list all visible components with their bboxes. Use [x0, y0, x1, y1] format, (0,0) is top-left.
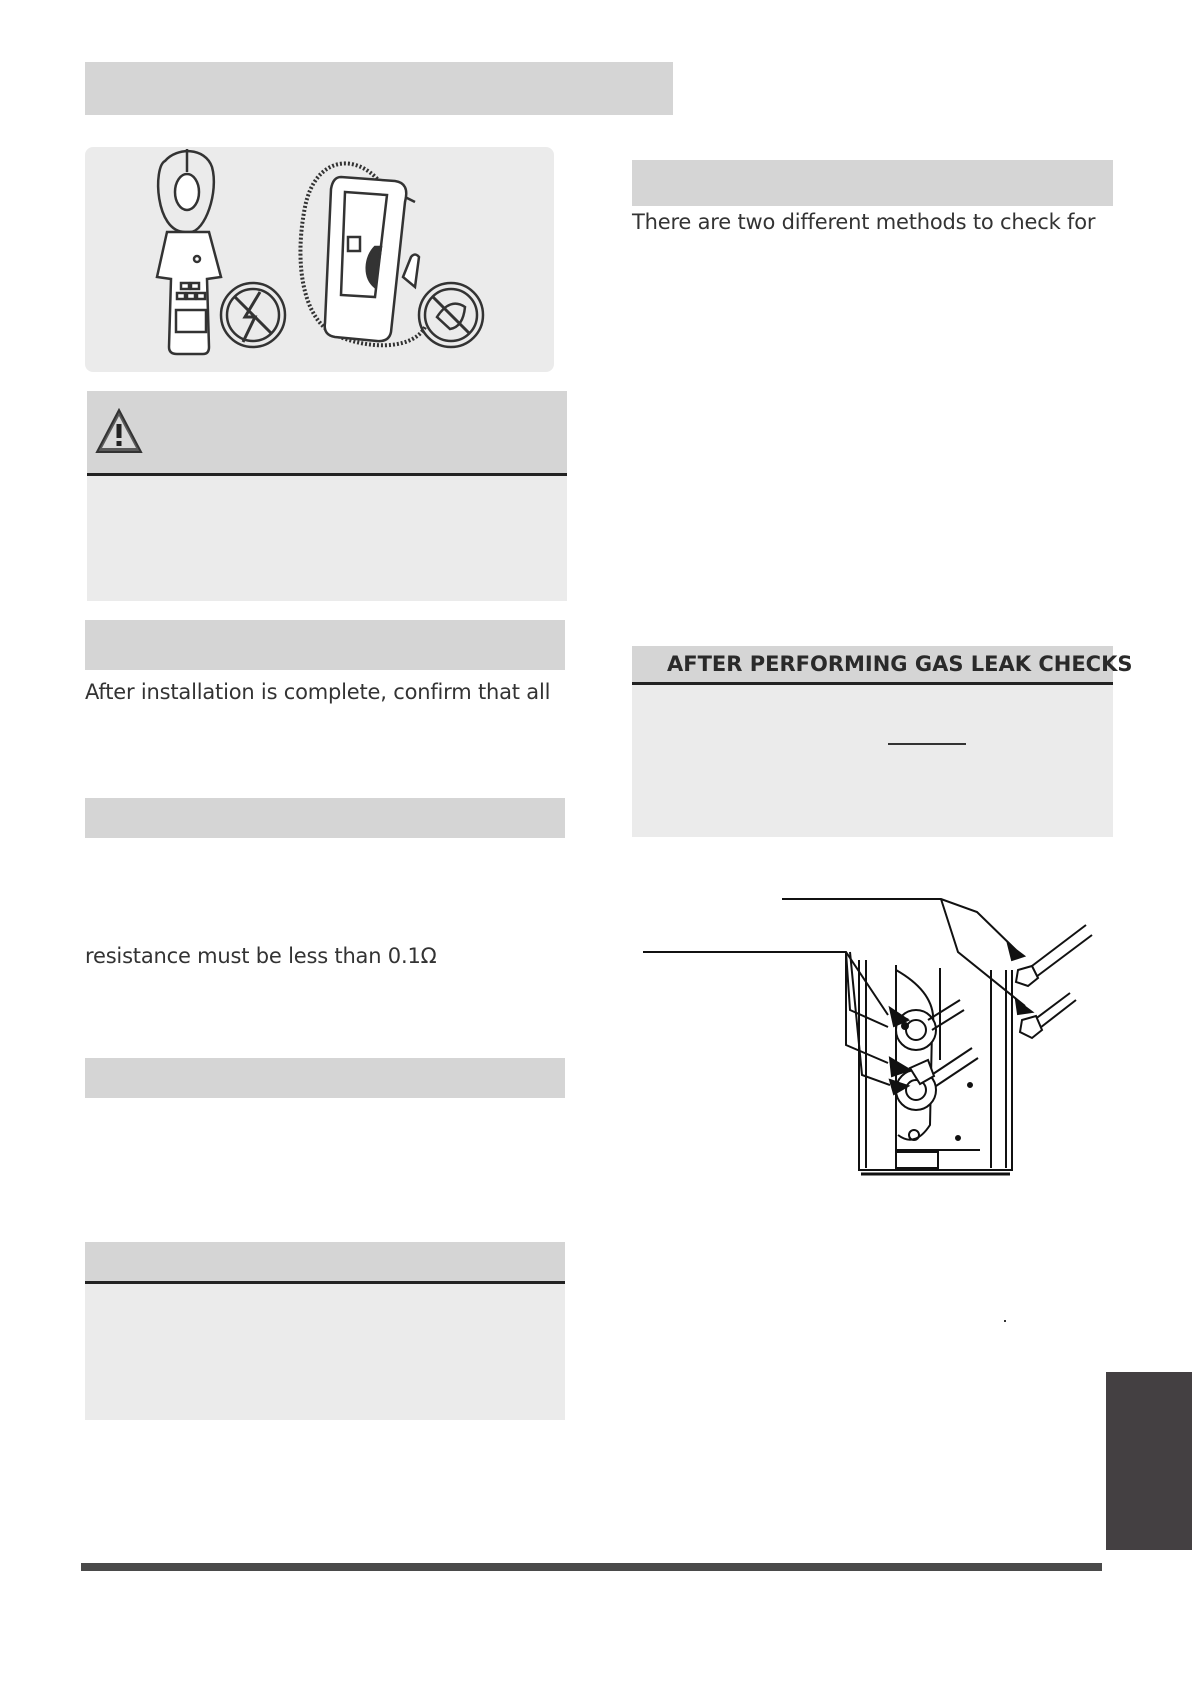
- liquid-service-valve: [890, 1048, 978, 1140]
- electrical-checks-header: [85, 620, 565, 670]
- gas-leak-text: There are two different methods to check for: [632, 210, 1096, 234]
- no-leak-icon: [419, 283, 483, 347]
- gas-leak-detector-icon: [300, 163, 425, 345]
- warning-header: [87, 391, 567, 473]
- electrical-checks-text: After installation is complete, confirm that all: [85, 680, 551, 704]
- chapter-side-tab: [1106, 1372, 1192, 1550]
- resistance-text: resistance must be less than 0.1Ω: [85, 944, 437, 968]
- warning-divider: [87, 473, 567, 476]
- clamp-meter-icon: [157, 149, 221, 354]
- after-checks-header: [632, 646, 1133, 682]
- warning-triangle-icon: [95, 408, 143, 454]
- gas-service-valve: [890, 1000, 964, 1050]
- after-checks-underline: [888, 743, 966, 745]
- valve-cap-upper: [1016, 925, 1092, 986]
- page-header-bar: [85, 62, 673, 115]
- after-checks-divider: [632, 682, 1113, 685]
- no-electricity-icon: [221, 283, 285, 347]
- after-checks-box: [632, 646, 1133, 837]
- ground-check-subheader: [85, 798, 565, 838]
- valve-cap-lower: [1020, 993, 1076, 1038]
- gas-leak-checks-header: [632, 160, 1113, 206]
- upper-leader-line: [782, 899, 1016, 950]
- after-checks-title: AFTER PERFORMING GAS LEAK CHECKS: [667, 652, 1133, 676]
- note-box: [85, 1242, 565, 1420]
- note-header: [85, 1242, 565, 1281]
- tools-illustration-panel: [85, 147, 554, 372]
- leakage-check-subheader: [85, 1058, 565, 1098]
- footer-rule: [81, 1563, 1102, 1571]
- stray-dot: [1004, 1320, 1006, 1322]
- note-divider: [85, 1281, 565, 1284]
- outdoor-unit-side: [859, 960, 1012, 1174]
- service-valve-diagram: [640, 880, 1100, 1180]
- warning-box: [87, 391, 567, 601]
